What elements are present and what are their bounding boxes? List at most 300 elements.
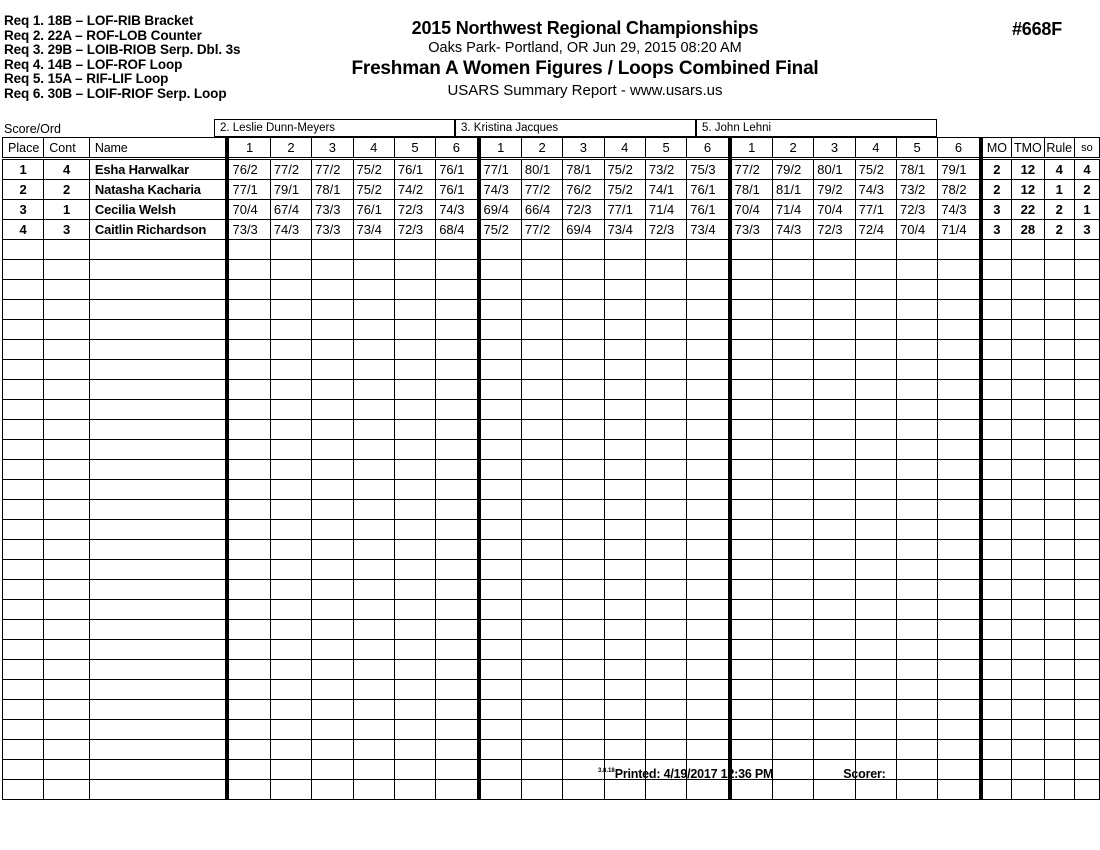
- cell-score-empty: [896, 260, 937, 280]
- cell-score-empty: [521, 680, 562, 700]
- cell-score-empty: [687, 680, 730, 700]
- cell-score-empty: [521, 480, 562, 500]
- cell-rule-empty: [1044, 500, 1074, 520]
- cell-score-empty: [270, 660, 311, 680]
- table-row-empty: [3, 640, 1100, 660]
- cell-score-empty: [730, 320, 773, 340]
- cell-mo-empty: [981, 280, 1012, 300]
- cell-score-empty: [772, 560, 813, 580]
- cell-score-empty: [312, 720, 353, 740]
- cell-place: 4: [3, 220, 44, 240]
- cell-score-empty: [353, 420, 394, 440]
- requirement-line: Req 3. 29B – LOIB-RIOB Serp. Dbl. 3s: [4, 42, 241, 58]
- cell-name-empty: [89, 680, 227, 700]
- cell-score-empty: [855, 300, 896, 320]
- cell-score-empty: [896, 520, 937, 540]
- cell-score-empty: [772, 420, 813, 440]
- table-row-empty: [3, 280, 1100, 300]
- cell-name-empty: [89, 380, 227, 400]
- cell-score-empty: [394, 260, 435, 280]
- cell-so-empty: [1074, 560, 1099, 580]
- cell-score-empty: [479, 420, 522, 440]
- cell-score-j3-f4: 75/2: [855, 159, 896, 180]
- cell-score-empty: [436, 660, 479, 680]
- cell-score-empty: [687, 300, 730, 320]
- cell-place-empty: [3, 700, 44, 720]
- cell-mo-empty: [981, 300, 1012, 320]
- cell-tmo-empty: [1012, 280, 1044, 300]
- cell-cont: 2: [44, 180, 90, 200]
- cell-place-empty: [3, 280, 44, 300]
- cell-score-empty: [563, 520, 604, 540]
- cell-score-empty: [687, 740, 730, 760]
- cell-so-empty: [1074, 480, 1099, 500]
- cell-score-empty: [814, 720, 855, 740]
- cell-score-empty: [227, 600, 270, 620]
- cell-score-empty: [394, 460, 435, 480]
- cell-rule-empty: [1044, 420, 1074, 440]
- cell-mo-empty: [981, 380, 1012, 400]
- column-header-judge1-fig5: 5: [394, 138, 435, 159]
- cell-score-empty: [938, 240, 981, 260]
- cell-place-empty: [3, 360, 44, 380]
- cell-score-j3-f5: 70/4: [896, 220, 937, 240]
- cell-tmo-empty: [1012, 460, 1044, 480]
- cell-score-empty: [730, 720, 773, 740]
- table-row: [3, 200, 1100, 220]
- cell-skater-name: Natasha Kacharia: [89, 180, 227, 200]
- cell-score-empty: [227, 340, 270, 360]
- cell-score-j1-f5: 74/2: [394, 180, 435, 200]
- cell-score-empty: [270, 340, 311, 360]
- cell-score-empty: [479, 700, 522, 720]
- cell-score-empty: [730, 660, 773, 680]
- cell-name-empty: [89, 540, 227, 560]
- cell-score-empty: [604, 360, 645, 380]
- cell-cont-empty: [44, 340, 90, 360]
- cell-so: 3: [1074, 220, 1099, 240]
- cell-score-empty: [394, 680, 435, 700]
- cell-place-empty: [3, 760, 44, 780]
- cell-score-empty: [687, 440, 730, 460]
- cell-score-empty: [227, 440, 270, 460]
- cell-rule-empty: [1044, 740, 1074, 760]
- cell-name-empty: [89, 400, 227, 420]
- cell-rule-empty: [1044, 620, 1074, 640]
- column-header-judge3-fig1: 1: [730, 138, 773, 159]
- cell-cont-empty: [44, 460, 90, 480]
- cell-mo-empty: [981, 340, 1012, 360]
- cell-tmo-empty: [1012, 320, 1044, 340]
- cell-score-empty: [772, 280, 813, 300]
- cell-mo: 3: [981, 200, 1012, 220]
- event-number: #668F: [1011, 19, 1062, 39]
- cell-score-empty: [270, 760, 311, 780]
- cell-score-empty: [645, 280, 686, 300]
- cell-score-empty: [479, 520, 522, 540]
- cell-score-empty: [772, 300, 813, 320]
- cell-rule-empty: [1044, 780, 1074, 800]
- cell-place: 2: [3, 180, 44, 200]
- cell-score-empty: [479, 540, 522, 560]
- cell-score-j1-f3: 73/3: [312, 220, 353, 240]
- column-header-judge1-fig1: 1: [227, 138, 270, 159]
- cell-cont-empty: [44, 480, 90, 500]
- cell-score-empty: [521, 700, 562, 720]
- cell-score-empty: [394, 740, 435, 760]
- cell-place-empty: [3, 780, 44, 800]
- cell-so-empty: [1074, 780, 1099, 800]
- cell-score-empty: [563, 720, 604, 740]
- cell-tmo: 28: [1012, 220, 1044, 240]
- cell-score-empty: [521, 440, 562, 460]
- cell-score-empty: [896, 280, 937, 300]
- cell-score-empty: [353, 760, 394, 780]
- cell-score-empty: [312, 580, 353, 600]
- cell-score-empty: [938, 500, 981, 520]
- cell-place-empty: [3, 600, 44, 620]
- cell-name-empty: [89, 740, 227, 760]
- cell-score-empty: [645, 580, 686, 600]
- cell-score-j2-f6: 73/4: [687, 220, 730, 240]
- cell-score-j1-f6: 68/4: [436, 220, 479, 240]
- cell-score-empty: [563, 300, 604, 320]
- cell-score-empty: [353, 260, 394, 280]
- cell-score-empty: [938, 280, 981, 300]
- cell-score-empty: [436, 260, 479, 280]
- cell-score-empty: [270, 280, 311, 300]
- cell-score-empty: [604, 640, 645, 660]
- cell-score-empty: [896, 380, 937, 400]
- cell-tmo: 12: [1012, 180, 1044, 200]
- cell-score-empty: [772, 520, 813, 540]
- cell-score-empty: [938, 320, 981, 340]
- table-row-empty: [3, 360, 1100, 380]
- cell-score-empty: [227, 280, 270, 300]
- cell-so-empty: [1074, 460, 1099, 480]
- cell-place-empty: [3, 260, 44, 280]
- cell-score-empty: [479, 480, 522, 500]
- cell-place-empty: [3, 300, 44, 320]
- cell-score-empty: [312, 460, 353, 480]
- cell-score-empty: [521, 720, 562, 740]
- cell-score-j1-f2: 77/2: [270, 159, 311, 180]
- cell-score-empty: [814, 460, 855, 480]
- cell-score-empty: [604, 420, 645, 440]
- cell-score-empty: [521, 600, 562, 620]
- cell-score-empty: [938, 260, 981, 280]
- cell-score-empty: [521, 640, 562, 660]
- cell-score-empty: [353, 440, 394, 460]
- cell-score-empty: [896, 600, 937, 620]
- cell-score-empty: [353, 540, 394, 560]
- cell-score-empty: [772, 600, 813, 620]
- cell-so-empty: [1074, 640, 1099, 660]
- cell-score-j1-f2: 79/1: [270, 180, 311, 200]
- cell-name-empty: [89, 500, 227, 520]
- cell-rule-empty: [1044, 340, 1074, 360]
- cell-name-empty: [89, 280, 227, 300]
- cell-score-empty: [645, 240, 686, 260]
- cell-score-empty: [521, 360, 562, 380]
- cell-score-empty: [227, 620, 270, 640]
- cell-score-j3-f3: 80/1: [814, 159, 855, 180]
- cell-name-empty: [89, 360, 227, 380]
- cell-cont-empty: [44, 580, 90, 600]
- cell-score-j2-f6: 75/3: [687, 159, 730, 180]
- cell-score-empty: [604, 280, 645, 300]
- cell-score-empty: [687, 260, 730, 280]
- cell-score-j2-f2: 77/2: [521, 220, 562, 240]
- cell-score-empty: [521, 420, 562, 440]
- cell-score-empty: [227, 260, 270, 280]
- cell-score-empty: [814, 340, 855, 360]
- cell-score-empty: [814, 580, 855, 600]
- cell-cont-empty: [44, 260, 90, 280]
- column-header-judge2-fig3: 3: [563, 138, 604, 159]
- cell-score-j2-f2: 80/1: [521, 159, 562, 180]
- cell-score-j2-f1: 69/4: [479, 200, 522, 220]
- cell-score-empty: [227, 720, 270, 740]
- cell-score-empty: [436, 740, 479, 760]
- table-row-empty: [3, 740, 1100, 760]
- column-header-judge2-fig6: 6: [687, 138, 730, 159]
- cell-mo-empty: [981, 400, 1012, 420]
- cell-score-empty: [479, 660, 522, 680]
- cell-score-empty: [353, 360, 394, 380]
- cell-score-empty: [645, 520, 686, 540]
- cell-score-empty: [394, 580, 435, 600]
- cell-rule-empty: [1044, 300, 1074, 320]
- cell-score-empty: [772, 700, 813, 720]
- cell-rule: 1: [1044, 180, 1074, 200]
- cell-name-empty: [89, 420, 227, 440]
- cell-rule-empty: [1044, 360, 1074, 380]
- cell-score-j1-f6: 74/3: [436, 200, 479, 220]
- cell-score-empty: [855, 700, 896, 720]
- cell-rule-empty: [1044, 240, 1074, 260]
- cell-score-empty: [394, 420, 435, 440]
- cell-score-empty: [270, 680, 311, 700]
- cell-score-empty: [270, 520, 311, 540]
- cell-score-empty: [394, 720, 435, 740]
- cell-score-empty: [394, 600, 435, 620]
- cell-score-empty: [604, 680, 645, 700]
- cell-score-empty: [604, 620, 645, 640]
- cell-name-empty: [89, 260, 227, 280]
- table-row-empty: [3, 700, 1100, 720]
- cell-score-empty: [227, 640, 270, 660]
- cell-mo-empty: [981, 680, 1012, 700]
- cell-score-empty: [772, 500, 813, 520]
- cell-rule-empty: [1044, 540, 1074, 560]
- cell-score-empty: [938, 480, 981, 500]
- cell-score-j1-f1: 77/1: [227, 180, 270, 200]
- cell-score-empty: [772, 680, 813, 700]
- cell-score-empty: [645, 400, 686, 420]
- cell-name-empty: [89, 660, 227, 680]
- cell-score-empty: [772, 460, 813, 480]
- cell-mo-empty: [981, 240, 1012, 260]
- cell-score-empty: [896, 560, 937, 580]
- cell-score-empty: [479, 680, 522, 700]
- cell-so-empty: [1074, 740, 1099, 760]
- cell-score-empty: [938, 380, 981, 400]
- cell-score-empty: [436, 360, 479, 380]
- cell-name-empty: [89, 340, 227, 360]
- cell-score-empty: [772, 380, 813, 400]
- cell-score-j3-f2: 81/1: [772, 180, 813, 200]
- cell-cont-empty: [44, 440, 90, 460]
- cell-score-empty: [730, 420, 773, 440]
- cell-tmo-empty: [1012, 360, 1044, 380]
- cell-score-empty: [896, 760, 937, 780]
- cell-score-empty: [436, 440, 479, 460]
- cell-score-empty: [312, 260, 353, 280]
- cell-score-empty: [730, 680, 773, 700]
- cell-score-empty: [479, 720, 522, 740]
- cell-score-empty: [312, 240, 353, 260]
- cell-score-empty: [896, 240, 937, 260]
- print-footer: [598, 767, 886, 781]
- cell-score-empty: [855, 540, 896, 560]
- cell-score-empty: [521, 540, 562, 560]
- cell-name-empty: [89, 600, 227, 620]
- cell-score-j2-f5: 72/3: [645, 220, 686, 240]
- cell-cont-empty: [44, 560, 90, 580]
- cell-score-empty: [394, 240, 435, 260]
- cell-score-empty: [604, 460, 645, 480]
- cell-score-empty: [896, 540, 937, 560]
- cell-score-empty: [645, 320, 686, 340]
- table-row-empty: [3, 600, 1100, 620]
- cell-score-j2-f4: 75/2: [604, 180, 645, 200]
- cell-score-empty: [730, 620, 773, 640]
- cell-score-empty: [312, 280, 353, 300]
- cell-score-empty: [270, 540, 311, 560]
- cell-tmo-empty: [1012, 400, 1044, 420]
- cell-score-empty: [227, 300, 270, 320]
- table-row-empty: [3, 500, 1100, 520]
- cell-score-empty: [687, 640, 730, 660]
- cell-score-empty: [645, 640, 686, 660]
- table-row-empty: [3, 480, 1100, 500]
- cell-score-empty: [730, 580, 773, 600]
- cell-score-empty: [896, 400, 937, 420]
- cell-score-empty: [604, 500, 645, 520]
- cell-so: 1: [1074, 200, 1099, 220]
- cell-score-j3-f3: 79/2: [814, 180, 855, 200]
- cell-mo-empty: [981, 600, 1012, 620]
- cell-rule: 2: [1044, 220, 1074, 240]
- cell-score-empty: [353, 600, 394, 620]
- cell-score-empty: [772, 320, 813, 340]
- cell-score-empty: [563, 580, 604, 600]
- results-table: [2, 137, 1100, 800]
- cell-score-empty: [436, 400, 479, 420]
- cell-score-empty: [227, 400, 270, 420]
- cell-score-empty: [270, 420, 311, 440]
- cell-score-empty: [772, 440, 813, 460]
- cell-rule-empty: [1044, 400, 1074, 420]
- cell-skater-name: Esha Harwalkar: [89, 159, 227, 180]
- cell-mo: 3: [981, 220, 1012, 240]
- cell-tmo: 22: [1012, 200, 1044, 220]
- cell-score-empty: [645, 480, 686, 500]
- cell-score-empty: [730, 500, 773, 520]
- cell-score-empty: [270, 300, 311, 320]
- cell-score-empty: [772, 240, 813, 260]
- event-venue-datetime: Oaks Park- Portland, OR Jun 29, 2015 08:20 AM: [428, 40, 742, 56]
- cell-score-j3-f2: 71/4: [772, 200, 813, 220]
- cell-score-empty: [353, 320, 394, 340]
- cell-tmo-empty: [1012, 640, 1044, 660]
- cell-score-empty: [814, 560, 855, 580]
- cell-score-empty: [730, 640, 773, 660]
- cell-score-empty: [312, 640, 353, 660]
- cell-mo-empty: [981, 560, 1012, 580]
- report-header: [240, 18, 930, 101]
- requirement-line: Req 4. 14B – LOF-ROF Loop: [4, 56, 183, 72]
- cell-score-j2-f3: 76/2: [563, 180, 604, 200]
- cell-name-empty: [89, 580, 227, 600]
- cell-score-empty: [687, 560, 730, 580]
- cell-score-empty: [312, 300, 353, 320]
- cell-tmo-empty: [1012, 260, 1044, 280]
- cell-score-empty: [855, 500, 896, 520]
- cell-score-empty: [814, 240, 855, 260]
- table-row-empty: [3, 680, 1100, 700]
- cell-score-empty: [730, 440, 773, 460]
- cell-score-empty: [270, 560, 311, 580]
- cell-score-j2-f4: 75/2: [604, 159, 645, 180]
- cell-score-j3-f6: 78/2: [938, 180, 981, 200]
- cell-score-empty: [687, 400, 730, 420]
- cell-tmo-empty: [1012, 660, 1044, 680]
- cell-tmo-empty: [1012, 680, 1044, 700]
- cell-score-empty: [604, 580, 645, 600]
- cell-score-empty: [436, 620, 479, 640]
- cell-score-empty: [270, 320, 311, 340]
- cell-score-empty: [855, 600, 896, 620]
- cell-score-empty: [227, 240, 270, 260]
- cell-score-empty: [394, 280, 435, 300]
- cell-score-empty: [855, 320, 896, 340]
- column-header-so: so: [1074, 138, 1099, 159]
- cell-score-empty: [479, 460, 522, 480]
- cell-score-j2-f4: 77/1: [604, 200, 645, 220]
- cell-score-empty: [353, 380, 394, 400]
- cell-score-empty: [563, 660, 604, 680]
- event-title: 2015 Northwest Regional Championships: [411, 18, 759, 38]
- cell-score-empty: [479, 400, 522, 420]
- cell-score-empty: [896, 700, 937, 720]
- cell-score-empty: [855, 340, 896, 360]
- cell-cont-empty: [44, 520, 90, 540]
- cell-score-empty: [436, 780, 479, 800]
- cell-score-empty: [436, 680, 479, 700]
- printed-timestamp: Printed: 4/19/2017 12:36 PM: [614, 767, 774, 781]
- cell-so-empty: [1074, 320, 1099, 340]
- cell-score-empty: [227, 420, 270, 440]
- cell-score-empty: [855, 660, 896, 680]
- cell-score-empty: [814, 520, 855, 540]
- cell-score-empty: [312, 780, 353, 800]
- cell-mo-empty: [981, 620, 1012, 640]
- cell-score-empty: [394, 520, 435, 540]
- cell-score-empty: [645, 620, 686, 640]
- cell-score-empty: [312, 680, 353, 700]
